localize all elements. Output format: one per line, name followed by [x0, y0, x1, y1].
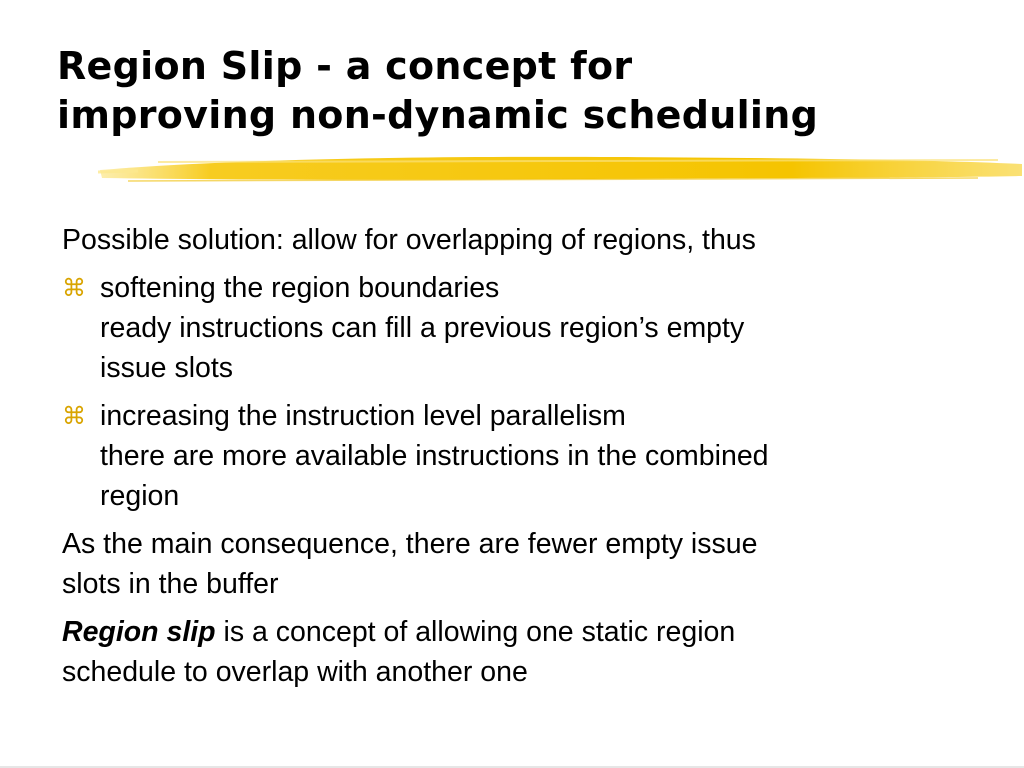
bullet-line: issue slots: [100, 352, 234, 384]
paragraph-text: is a concept of allowing one static region: [215, 616, 736, 648]
paragraph-line: [62, 612, 962, 652]
title-underline-brushstroke: [98, 148, 1024, 188]
bullet-line: there are more available instructions in the combined: [100, 440, 769, 472]
bullet-line: ready instructions can fill a previous region’s empty: [100, 312, 745, 344]
paragraph-line: schedule to overlap with another one: [62, 656, 528, 688]
title-line-2: improving non-dynamic scheduling: [57, 93, 819, 137]
body-paragraph: [62, 524, 962, 604]
title-line-1: Region Slip - a concept for: [57, 44, 633, 88]
command-bullet-icon: ⌘: [62, 274, 86, 302]
paragraph-line: As the main consequence, there are fewer empty issue: [62, 528, 758, 560]
bullet-item: [62, 396, 962, 516]
slide-title: [57, 42, 1007, 140]
emphasized-term: Region slip: [62, 616, 216, 648]
bullet-item: [62, 268, 962, 388]
slide-body: [62, 220, 962, 700]
bullet-line: softening the region boundaries: [100, 272, 500, 304]
paragraph-line: slots in the buffer: [62, 568, 279, 600]
paragraph-line: Possible solution: allow for overlapping of regions, thus: [62, 224, 756, 256]
body-paragraph: [62, 220, 962, 260]
bullet-line: region: [100, 480, 180, 512]
bullet-line: increasing the instruction level parallelism: [100, 400, 626, 432]
command-bullet-icon: ⌘: [62, 402, 86, 430]
body-paragraph: [62, 612, 962, 692]
